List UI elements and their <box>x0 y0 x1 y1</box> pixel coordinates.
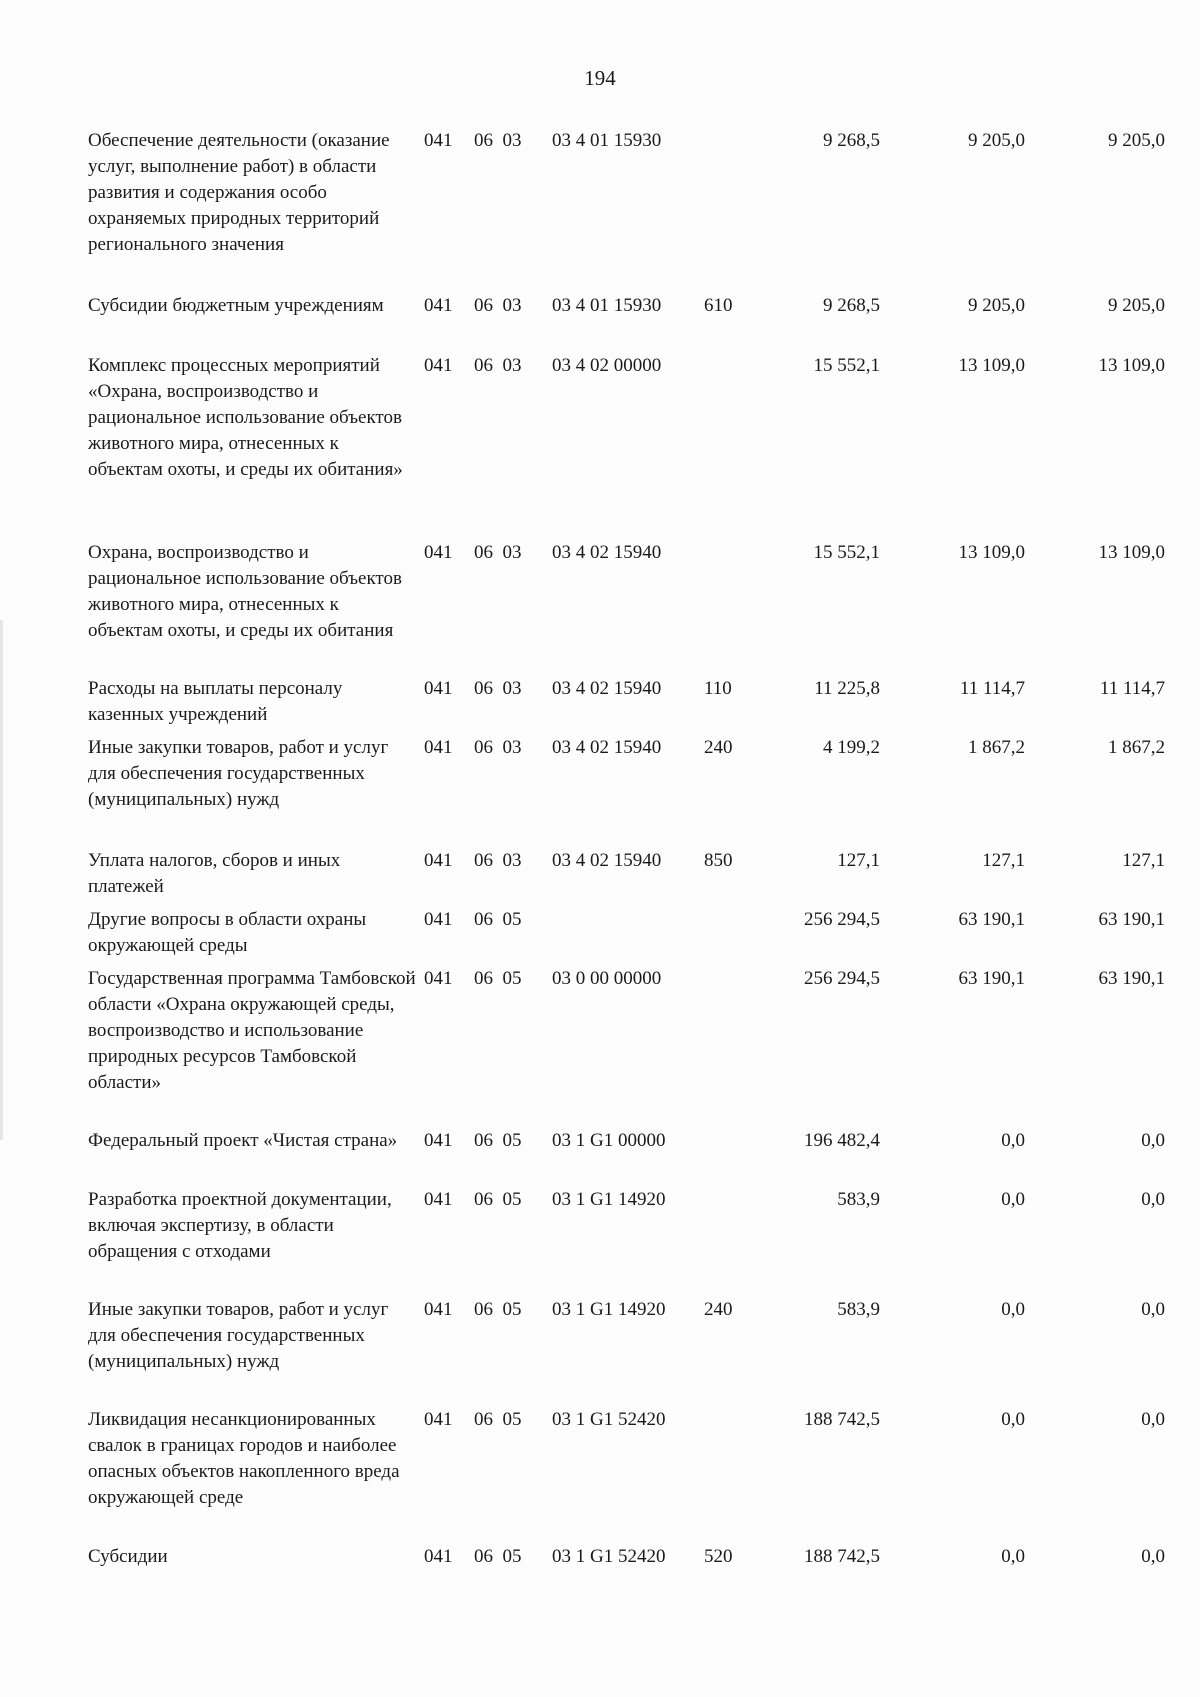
amount-1: 11 225,8 <box>814 678 880 699</box>
amount-1: 15 552,1 <box>813 355 880 376</box>
amount-3: 0,0 <box>1141 1299 1165 1320</box>
expense-type-code: 610 <box>704 295 733 316</box>
target-article-code: 03 1 G1 14920 <box>552 1189 666 1210</box>
amount-3: 11 114,7 <box>1099 678 1165 699</box>
grbs-code: 041 <box>424 1189 453 1210</box>
amount-2: 0,0 <box>1001 1189 1025 1210</box>
grbs-code: 041 <box>424 678 453 699</box>
section-code: 06 05 <box>474 909 522 930</box>
target-article-code: 03 4 02 00000 <box>552 355 662 376</box>
amount-1: 256 294,5 <box>804 968 880 989</box>
grbs-code: 041 <box>424 909 453 930</box>
expense-type-code: 240 <box>704 737 733 758</box>
row-name: Разработка проектной документации, включая экспертизу, в области обращения с отходами <box>88 1189 392 1262</box>
amount-3: 13 109,0 <box>1098 542 1165 563</box>
amount-3: 127,1 <box>1122 850 1165 871</box>
section-code: 06 03 <box>474 355 522 376</box>
section-code: 06 03 <box>474 130 522 151</box>
row-name: Комплекс процессных мероприятий «Охрана, воспроизводство и рациональное использование объектов животного мира, отнесенных к объектам охоты, и среды их обитания» <box>88 355 403 480</box>
scan-edge-shadow <box>0 620 3 1140</box>
amount-3: 9 205,0 <box>1108 295 1165 316</box>
section-code: 06 03 <box>474 542 522 563</box>
grbs-code: 041 <box>424 542 453 563</box>
expense-type-code: 110 <box>704 678 732 699</box>
section-code: 06 03 <box>474 850 522 871</box>
amount-2: 13 109,0 <box>958 355 1025 376</box>
grbs-code: 041 <box>424 1299 453 1320</box>
amount-2: 0,0 <box>1001 1130 1025 1151</box>
row-name: Иные закупки товаров, работ и услуг для обеспечения государственных (муниципальных) нужд <box>88 737 389 810</box>
amount-1: 9 268,5 <box>823 130 880 151</box>
amount-3: 0,0 <box>1141 1546 1165 1567</box>
expense-type-code: 520 <box>704 1546 733 1567</box>
expense-type-code: 850 <box>704 850 733 871</box>
amount-2: 1 867,2 <box>968 737 1025 758</box>
grbs-code: 041 <box>424 850 453 871</box>
amount-1: 15 552,1 <box>813 542 880 563</box>
section-code: 06 03 <box>474 295 522 316</box>
amount-3: 0,0 <box>1141 1189 1165 1210</box>
amount-2: 0,0 <box>1001 1299 1025 1320</box>
amount-2: 0,0 <box>1001 1409 1025 1430</box>
target-article-code: 03 1 G1 52420 <box>552 1409 666 1430</box>
row-name: Уплата налогов, сборов и иных платежей <box>88 850 341 897</box>
amount-3: 63 190,1 <box>1098 968 1165 989</box>
target-article-code: 03 1 G1 14920 <box>552 1299 666 1320</box>
grbs-code: 041 <box>424 968 453 989</box>
section-code: 06 05 <box>474 1130 522 1151</box>
amount-1: 256 294,5 <box>804 909 880 930</box>
target-article-code: 03 4 02 15940 <box>552 678 662 699</box>
amount-3: 9 205,0 <box>1108 130 1165 151</box>
target-article-code: 03 4 02 15940 <box>552 542 662 563</box>
grbs-code: 041 <box>424 295 453 316</box>
section-code: 06 05 <box>474 1299 522 1320</box>
amount-1: 188 742,5 <box>804 1409 880 1430</box>
target-article-code: 03 1 G1 00000 <box>552 1130 666 1151</box>
amount-1: 9 268,5 <box>823 295 880 316</box>
row-name: Обеспечение деятельности (оказание услуг, выполнение работ) в области развития и содержания особо охраняемых природных территорий регионального значения <box>88 130 390 255</box>
target-article-code: 03 0 00 00000 <box>552 968 662 989</box>
grbs-code: 041 <box>424 737 453 758</box>
section-code: 06 03 <box>474 737 522 758</box>
row-name: Иные закупки товаров, работ и услуг для обеспечения государственных (муниципальных) нужд <box>88 1299 389 1372</box>
amount-3: 0,0 <box>1141 1130 1165 1151</box>
target-article-code: 03 4 02 15940 <box>552 737 662 758</box>
row-name: Субсидии <box>88 1546 168 1567</box>
amount-3: 13 109,0 <box>1098 355 1165 376</box>
row-name: Расходы на выплаты персоналу казенных учреждений <box>88 678 343 725</box>
row-name: Субсидии бюджетным учреждениям <box>88 295 384 316</box>
row-name: Охрана, воспроизводство и рациональное использование объектов животного мира, отнесенных к объектам охоты, и среды их обитания <box>88 542 402 641</box>
amount-1: 4 199,2 <box>823 737 880 758</box>
row-name: Другие вопросы в области охраны окружающей среды <box>88 909 367 956</box>
amount-1: 196 482,4 <box>804 1130 880 1151</box>
grbs-code: 041 <box>424 1546 453 1567</box>
section-code: 06 05 <box>474 968 522 989</box>
amount-3: 63 190,1 <box>1098 909 1165 930</box>
page-number: 194 <box>584 66 616 90</box>
section-code: 06 05 <box>474 1409 522 1430</box>
section-code: 06 03 <box>474 678 522 699</box>
amount-2: 63 190,1 <box>958 968 1025 989</box>
amount-2: 9 205,0 <box>968 130 1025 151</box>
amount-2: 13 109,0 <box>958 542 1025 563</box>
row-name: Государственная программа Тамбовской области «Охрана окружающей среды, воспроизводство и использование природных ресурсов Тамбовской области» <box>88 968 416 1093</box>
target-article-code: 03 4 02 15940 <box>552 850 662 871</box>
amount-2: 9 205,0 <box>968 295 1025 316</box>
amount-1: 127,1 <box>837 850 880 871</box>
amount-1: 188 742,5 <box>804 1546 880 1567</box>
expense-type-code: 240 <box>704 1299 733 1320</box>
grbs-code: 041 <box>424 355 453 376</box>
section-code: 06 05 <box>474 1189 522 1210</box>
section-code: 06 05 <box>474 1546 522 1567</box>
amount-3: 1 867,2 <box>1108 737 1165 758</box>
amount-3: 0,0 <box>1141 1409 1165 1430</box>
grbs-code: 041 <box>424 130 453 151</box>
target-article-code: 03 4 01 15930 <box>552 130 662 151</box>
target-article-code: 03 1 G1 52420 <box>552 1546 666 1567</box>
amount-2: 127,1 <box>982 850 1025 871</box>
grbs-code: 041 <box>424 1409 453 1430</box>
amount-2: 11 114,7 <box>959 678 1025 699</box>
row-name: Федеральный проект «Чистая страна» <box>88 1130 398 1151</box>
amount-1: 583,9 <box>837 1189 880 1210</box>
target-article-code: 03 4 01 15930 <box>552 295 662 316</box>
row-name: Ликвидация несанкционированных свалок в границах городов и наиболее опасных объектов накопленного вреда окружающей среде <box>88 1409 400 1508</box>
grbs-code: 041 <box>424 1130 453 1151</box>
amount-1: 583,9 <box>837 1299 880 1320</box>
amount-2: 63 190,1 <box>958 909 1025 930</box>
amount-2: 0,0 <box>1001 1546 1025 1567</box>
